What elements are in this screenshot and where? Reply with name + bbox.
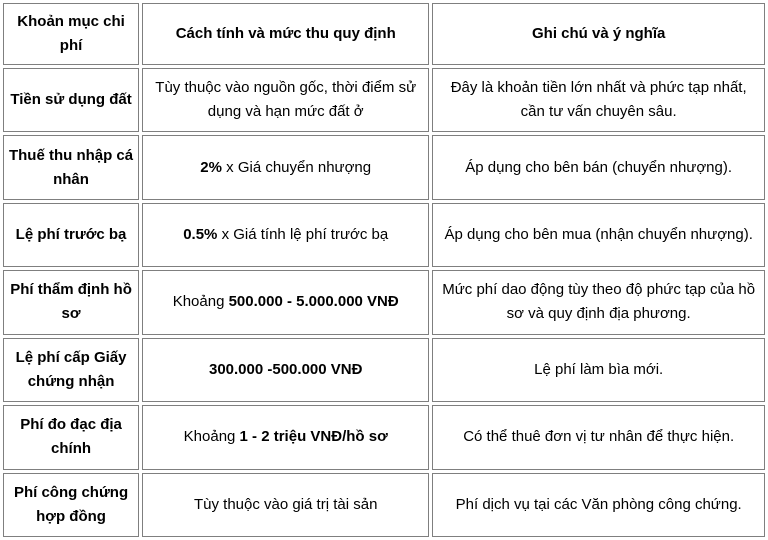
calculation-cell: [142, 405, 429, 469]
note-cell: Đây là khoản tiền lớn nhất và phức tạp nhất, cần tư vấn chuyên sâu.: [432, 68, 765, 132]
calc-text: Khoảng: [183, 428, 240, 446]
header-cost-item: Khoản mục chi phí: [3, 3, 139, 65]
cost-item-cell: Phí công chứng hợp đồng: [3, 473, 139, 537]
table-row: [3, 338, 765, 402]
table-row: [3, 405, 765, 469]
cost-item-cell: Phí đo đạc địa chính: [3, 405, 139, 469]
calc-bold-value: 500.000 - 5.000.000 VNĐ: [228, 293, 399, 311]
calc-bold-value: 0.5%: [183, 226, 218, 244]
table-header-row: [3, 3, 765, 65]
table-row: [3, 135, 765, 199]
calc-bold-value: 2%: [200, 158, 222, 176]
calculation-cell: [142, 203, 429, 267]
note-cell: Áp dụng cho bên mua (nhận chuyển nhượng).: [432, 203, 765, 267]
calc-bold-value: 1 - 2 triệu VNĐ/hồ sơ: [239, 428, 388, 446]
cost-item-cell: Tiền sử dụng đất: [3, 68, 139, 132]
cost-item-cell: Thuế thu nhập cá nhân: [3, 135, 139, 199]
table-row: [3, 473, 765, 537]
calc-text: Tùy thuộc vào giá trị tài sản: [193, 495, 378, 513]
note-cell: Có thể thuê đơn vị tư nhân để thực hiện.: [432, 405, 765, 469]
note-cell: Mức phí dao động tùy theo độ phức tạp của hồ sơ và quy định địa phương.: [432, 270, 765, 334]
calculation-cell: [142, 68, 429, 132]
note-cell: Lệ phí làm bìa mới.: [432, 338, 765, 402]
cost-item-cell: Phí thẩm định hồ sơ: [3, 270, 139, 334]
note-cell: Áp dụng cho bên bán (chuyển nhượng).: [432, 135, 765, 199]
calc-text-suffix: x Giá tính lệ phí trước bạ: [217, 226, 389, 244]
table-row: [3, 68, 765, 132]
header-notes: Ghi chú và ý nghĩa: [432, 3, 765, 65]
calc-text-suffix: x Giá chuyển nhượng: [221, 158, 372, 176]
header-calculation: Cách tính và mức thu quy định: [142, 3, 429, 65]
cost-item-cell: Lệ phí cấp Giấy chứng nhận: [3, 338, 139, 402]
table-row: [3, 270, 765, 334]
calc-text: Khoảng: [172, 293, 229, 311]
calc-bold-value: 300.000 -500.000 VNĐ: [208, 360, 363, 378]
cost-item-cell: Lệ phí trước bạ: [3, 203, 139, 267]
table-row: [3, 203, 765, 267]
calc-text: Tùy thuộc vào nguồn gốc, thời điểm sử dụng và hạn mức đất ở: [155, 79, 417, 121]
calculation-cell: [142, 338, 429, 402]
note-cell: Phí dịch vụ tại các Văn phòng công chứng.: [432, 473, 765, 537]
calculation-cell: [142, 135, 429, 199]
calculation-cell: [142, 270, 429, 334]
calculation-cell: [142, 473, 429, 537]
